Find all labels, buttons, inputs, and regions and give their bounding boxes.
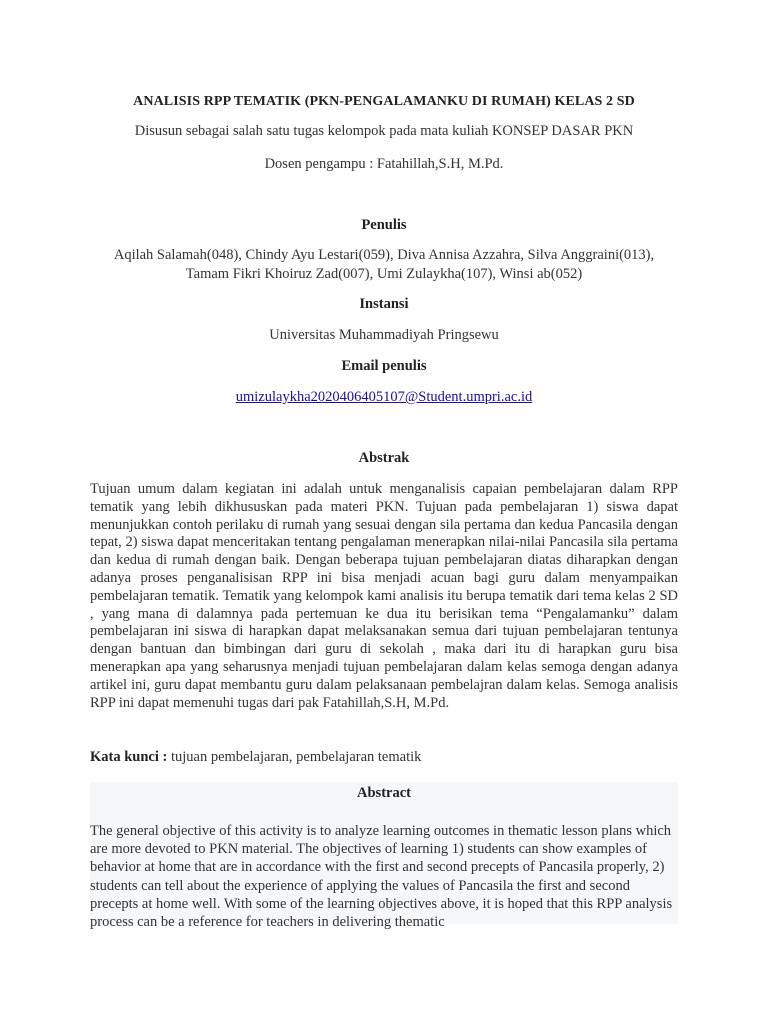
abstrak-heading: Abstrak xyxy=(358,450,410,466)
document-subtitle: Disusun sebagai salah satu tugas kelompok pada mata kuliah KONSEP DASAR PKN xyxy=(134,123,634,139)
document-title: ANALISIS RPP TEMATIK (PKN-PENGALAMANKU DI RUMAH) KELAS 2 SD xyxy=(133,94,635,109)
abstrak-paragraph: Tujuan umum dalam kegiatan ini adalah untuk menganalisis capaian pembelajaran dalam RPP tematik yang lebih dikhususkan pada materi PKN. Tujuan pada pembelajaran 1) siswa dapat menunjukkan contoh perilaku di rumah yang sesuai dengan sila pertama dan kedua Pancasila dengan tepat, 2) siswa dapat menceritakan tentang pengalaman menerapkan nilai-nilai Pancasila sila pertama dan kedua di rumah dengan baik. Dengan beberapa tujuan pembelajaran diatas diharapkan dengan adanya proses penganalisisan RPP ini bisa menjadi acuan bagi guru dalam menyampaikan pembelajaran tematik. Tematik yang kelompok kami analisis itu berupa tematik dari tema kelas 2 SD , yang mana di dalamnya pada pertemuan ke dua itu berisikan tema “Pengalamanku” dalam pembelajaran ini siswa di harapkan dapat melaksanakan semua dari tujuan pembelajaran tentunya dengan bantuan dan bimbingan dari guru di sekolah , maka dari itu di harapkan guru bisa menerapkan apa yang seharusnya menjadi tujuan pembelajaran dalam kelas semoga dengan adanya artikel ini, guru dapat membantu guru dalam pelaksanaan pembelajran dalam kelas. Semoga analisis RPP ini dapat memenuhi tugas dari pak Fatahillah,S.H, M.Pd. xyxy=(90,481,678,711)
lecturer-line: Dosen pengampu : Fatahillah,S.H, M.Pd. xyxy=(264,156,504,172)
authors-line-1: Aqilah Salamah(048), Chindy Ayu Lestari(059), Diva Annisa Azzahra, Silva Anggraini(013), xyxy=(113,247,655,263)
authors-line-2: Tamam Fikri Khoiruz Zad(007), Umi Zulaykha(107), Winsi ab(052) xyxy=(185,266,583,282)
abstract-paragraph: The general objective of this activity is to analyze learning outcomes in thematic lesson plans which are more devoted to PKN material. The objectives of learning 1) students can show examples of behavior at home that are in accordance with the first and second precepts of Pancasila properly, 2) students can tell about the experience of applying the values of Pancasila the first and second precepts at home well. With some of the learning objectives above, it is hoped that this RPP analysis process can be a reference for teachers in delivering thematic xyxy=(90,823,673,931)
authors-heading: Penulis xyxy=(361,217,407,233)
keywords-line xyxy=(90,749,678,766)
email-line xyxy=(90,389,678,406)
institution-name: Universitas Muhammadiyah Pringsewu xyxy=(269,327,499,343)
authors-list xyxy=(90,246,678,284)
institution-heading: Instansi xyxy=(359,296,409,312)
keywords-value: tujuan pembelajaran, pembelajaran tematik xyxy=(167,749,422,765)
email-heading: Email penulis xyxy=(341,358,427,374)
abstract-heading: Abstract xyxy=(357,785,411,801)
english-abstract-block xyxy=(90,782,678,931)
author-email-link[interactable]: umizulaykha2020406405107@Student.umpri.ac.id xyxy=(235,389,533,405)
keywords-label: Kata kunci : xyxy=(90,749,168,765)
